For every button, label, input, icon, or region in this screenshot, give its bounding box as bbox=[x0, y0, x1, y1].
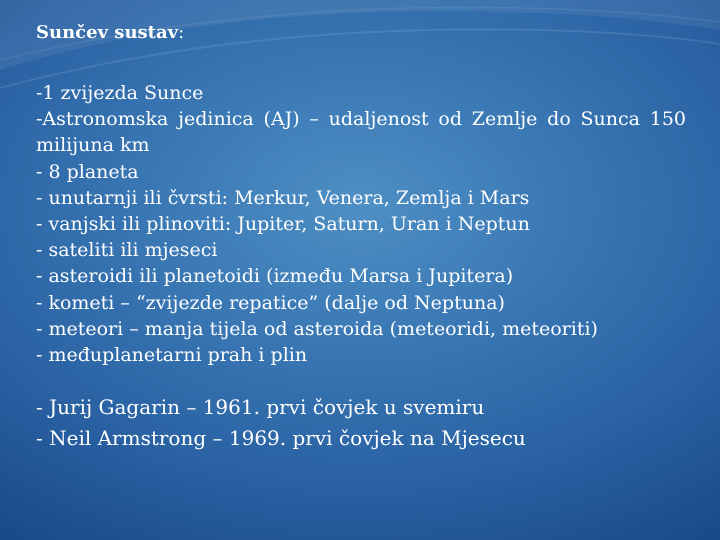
fact-item: - vanjski ili plinoviti: Jupiter, Saturn, Uran i Neptun bbox=[36, 213, 530, 236]
fact-item: - kometi – “zvijezde repatice” (dalje od Neptuna) bbox=[36, 291, 505, 314]
fact-item: - međuplanetarni prah i plin bbox=[36, 344, 308, 367]
slide-title-colon: : bbox=[178, 22, 185, 43]
fact-item: - 8 planeta bbox=[36, 160, 139, 183]
slide-title bbox=[36, 22, 686, 46]
fact-item: - unutarnji ili čvrsti: Merkur, Venera, Zemlja i Mars bbox=[36, 186, 530, 209]
fact-item: - meteori – manja tijela od asteroida (meteoridi, meteoriti) bbox=[36, 317, 598, 340]
people-item-gagarin: - Jurij Gagarin – 1961. prvi čovjek u svemiru bbox=[36, 395, 485, 420]
people-item-armstrong: - Neil Armstrong – 1969. prvi čovjek na Mjesecu bbox=[36, 426, 526, 451]
fact-item: - asteroidi ili planetoidi (između Marsa i Jupitera) bbox=[36, 265, 514, 288]
fact-item: -1 zvijezda Sunce bbox=[36, 82, 204, 104]
fact-item: - sateliti ili mjeseci bbox=[36, 239, 218, 262]
slide-content bbox=[36, 22, 686, 454]
slide-title-text: Sunčev sustav bbox=[36, 22, 179, 43]
fact-list bbox=[36, 80, 686, 368]
people-list bbox=[36, 392, 686, 454]
fact-item: -Astronomska jedinica (AJ) – udaljenost od Zemlje do Sunca 150 milijuna km bbox=[36, 108, 686, 157]
